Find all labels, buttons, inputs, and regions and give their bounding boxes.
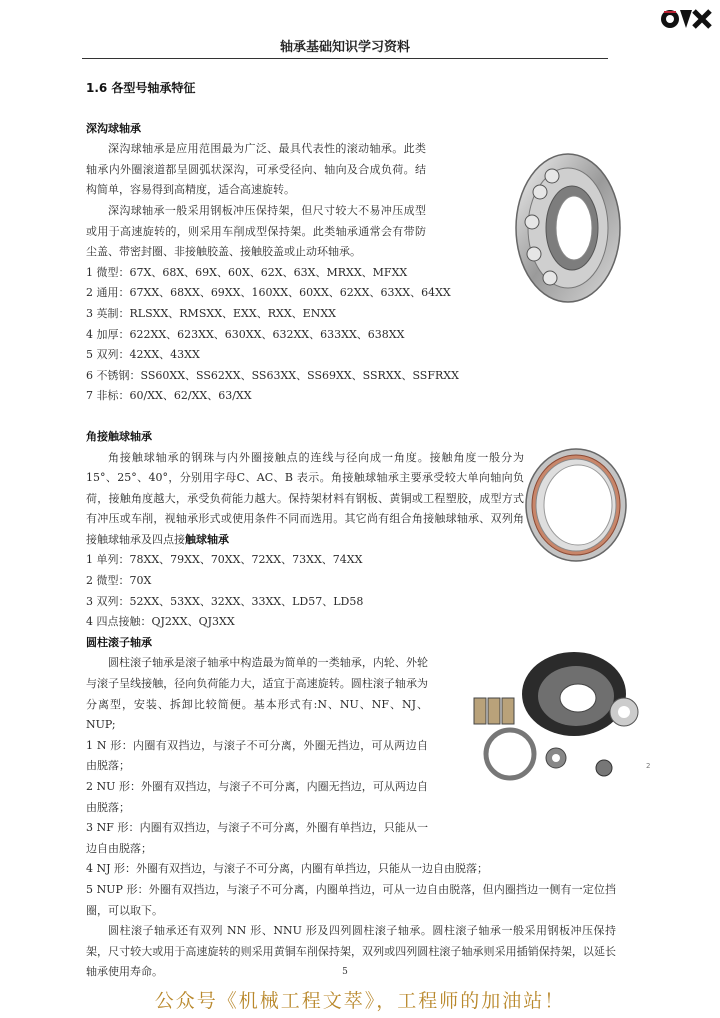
list-item: 2 通用：67XX、68XX、69XX、160XX、60XX、62XX、63XX、64XX bbox=[86, 286, 451, 300]
list-item: 3 NF 形：内圈有双挡边，与滚子不可分离，外圈有单挡边，只能从一边自由脱落； bbox=[86, 821, 428, 855]
list-item: 6 不锈钢：SS60XX、SS62XX、SS63XX、SS69XX、SSRXX、SSFRXX bbox=[86, 368, 459, 382]
list-item: 3 双列：52XX、53XX、32XX、33XX、LD57、LD58 bbox=[86, 594, 364, 608]
section-heading: 1.6 各型号轴承特征 bbox=[86, 81, 196, 95]
list-item: 2 微型：70X bbox=[86, 574, 152, 588]
footer-banner: 公众号《机械工程文萃》，工程师的加油站！ bbox=[154, 990, 566, 1012]
list-item: 4 加厚：622XX、623XX、630XX、632XX、633XX、638XX bbox=[86, 327, 405, 341]
list-item: 5 NUP 形：外圈有双挡边，与滚子不可分离，内圈单挡边，可从一边自由脱落，但内圈挡边一侧有一定位挡圈，可以取下。 bbox=[86, 882, 616, 917]
image-caption-number: 2 bbox=[646, 762, 651, 770]
list-item: 2 NU 形：外圈有双挡边，与滚子不可分离，内圈无挡边，可从两边自由脱落； bbox=[86, 780, 428, 814]
list-item: 4 NJ 形：外圈有双挡边，与滚子不可分离，内圈有单挡边，只能从一边自由脱落； bbox=[86, 862, 489, 876]
document-header-title: 轴承基础知识学习资料 bbox=[279, 40, 410, 55]
angular-contact-text-tail: 触球轴承 bbox=[185, 532, 229, 546]
angular-contact-paragraph bbox=[86, 448, 524, 551]
cylindrical-roller-heading: 圆柱滚子轴承 bbox=[86, 635, 152, 649]
cylindrical-roller-paragraph-1: 圆柱滚子轴承是滚子轴承中构造最为简单的一类轴承，内轮、外轮与滚子呈线接触，径向负荷能力大，适宜于高速旋转。圆柱滚子轴承为分离型，安装、拆卸比较简便。基本形式有:N、NU、NF、NJ、NUP; bbox=[86, 656, 428, 732]
angular-contact-bearing-image bbox=[520, 444, 632, 566]
list-item: 4 四点接触：QJ2XX、QJ3XX bbox=[86, 615, 235, 629]
cylindrical-roller-bearing-image bbox=[464, 650, 654, 786]
angular-contact-heading: 角接触球轴承 bbox=[86, 429, 152, 443]
cylindrical-roller-type-list bbox=[86, 736, 428, 860]
deep-groove-paragraph-1: 深沟球轴承是应用范围最为广泛、最具代表性的滚动轴承。此类轴承内外圈滚道都呈圆弧状深沟，可承受径向、轴向及合成负荷。结构简单，容易得到高精度，适合高速旋转。 bbox=[86, 142, 426, 197]
list-item: 1 微型：67X、68X、69X、60X、62X、63X、MRXX、MFXX bbox=[86, 265, 408, 279]
angular-contact-text: 角接触球轴承的钢珠与内外圈接触点的连线与径向成一角度。接触角度一般分为 15°、25°、40°，分别用字母C、AC、B 表示。角接触球轴承主要承受较大单向轴向负荷，接触角度越大，承受负荷能力越大。保持架材料有钢板、黄铜或工程塑胶，成型方式有冲压或车削，视轴承形式或使用条件不同而选用。其它尚有组合角接触球轴承、双列角接触球轴承及四点接 bbox=[86, 450, 524, 546]
header-divider bbox=[82, 58, 608, 59]
list-item: 7 非标：60/XX、62/XX、63/XX bbox=[86, 389, 252, 403]
deep-groove-paragraph-2: 深沟球轴承一般采用钢板冲压保持架，但尺寸较大不易冲压成型或用于高速旋转的，则采用车削成型保持架。此类轴承通常会有带防尘盖、带密封圈、非接触胶盖、接触胶盖或止动环轴承。 bbox=[86, 203, 426, 259]
page-number: 5 bbox=[342, 967, 348, 977]
cylindrical-roller-paragraph-2: 圆柱滚子轴承还有双列 NN 形、NNU 形及四列圆柱滚子轴承。圆柱滚子轴承一般采用钢板冲压保持架，尺寸较大或用于高速旋转的则采用黄铜车削保持架，双列或四列圆柱滚子轴承则采用插销保持架，以延长轴承使用寿命。 bbox=[86, 924, 616, 979]
list-item: 5 双列：42XX、43XX bbox=[86, 348, 200, 362]
deep-groove-heading: 深沟球轴承 bbox=[86, 121, 141, 135]
list-item: 1 N 形：内圈有双挡边，与滚子不可分离，外圈无挡边，可从两边自由脱落； bbox=[86, 738, 428, 773]
brand-logo bbox=[660, 6, 712, 32]
deep-groove-bearing-image bbox=[502, 148, 624, 306]
list-item: 3 英制：RLSXX、RMSXX、EXX、RXX、ENXX bbox=[86, 306, 336, 320]
list-item: 1 单列：78XX、79XX、70XX、72XX、73XX、74XX bbox=[86, 553, 363, 567]
